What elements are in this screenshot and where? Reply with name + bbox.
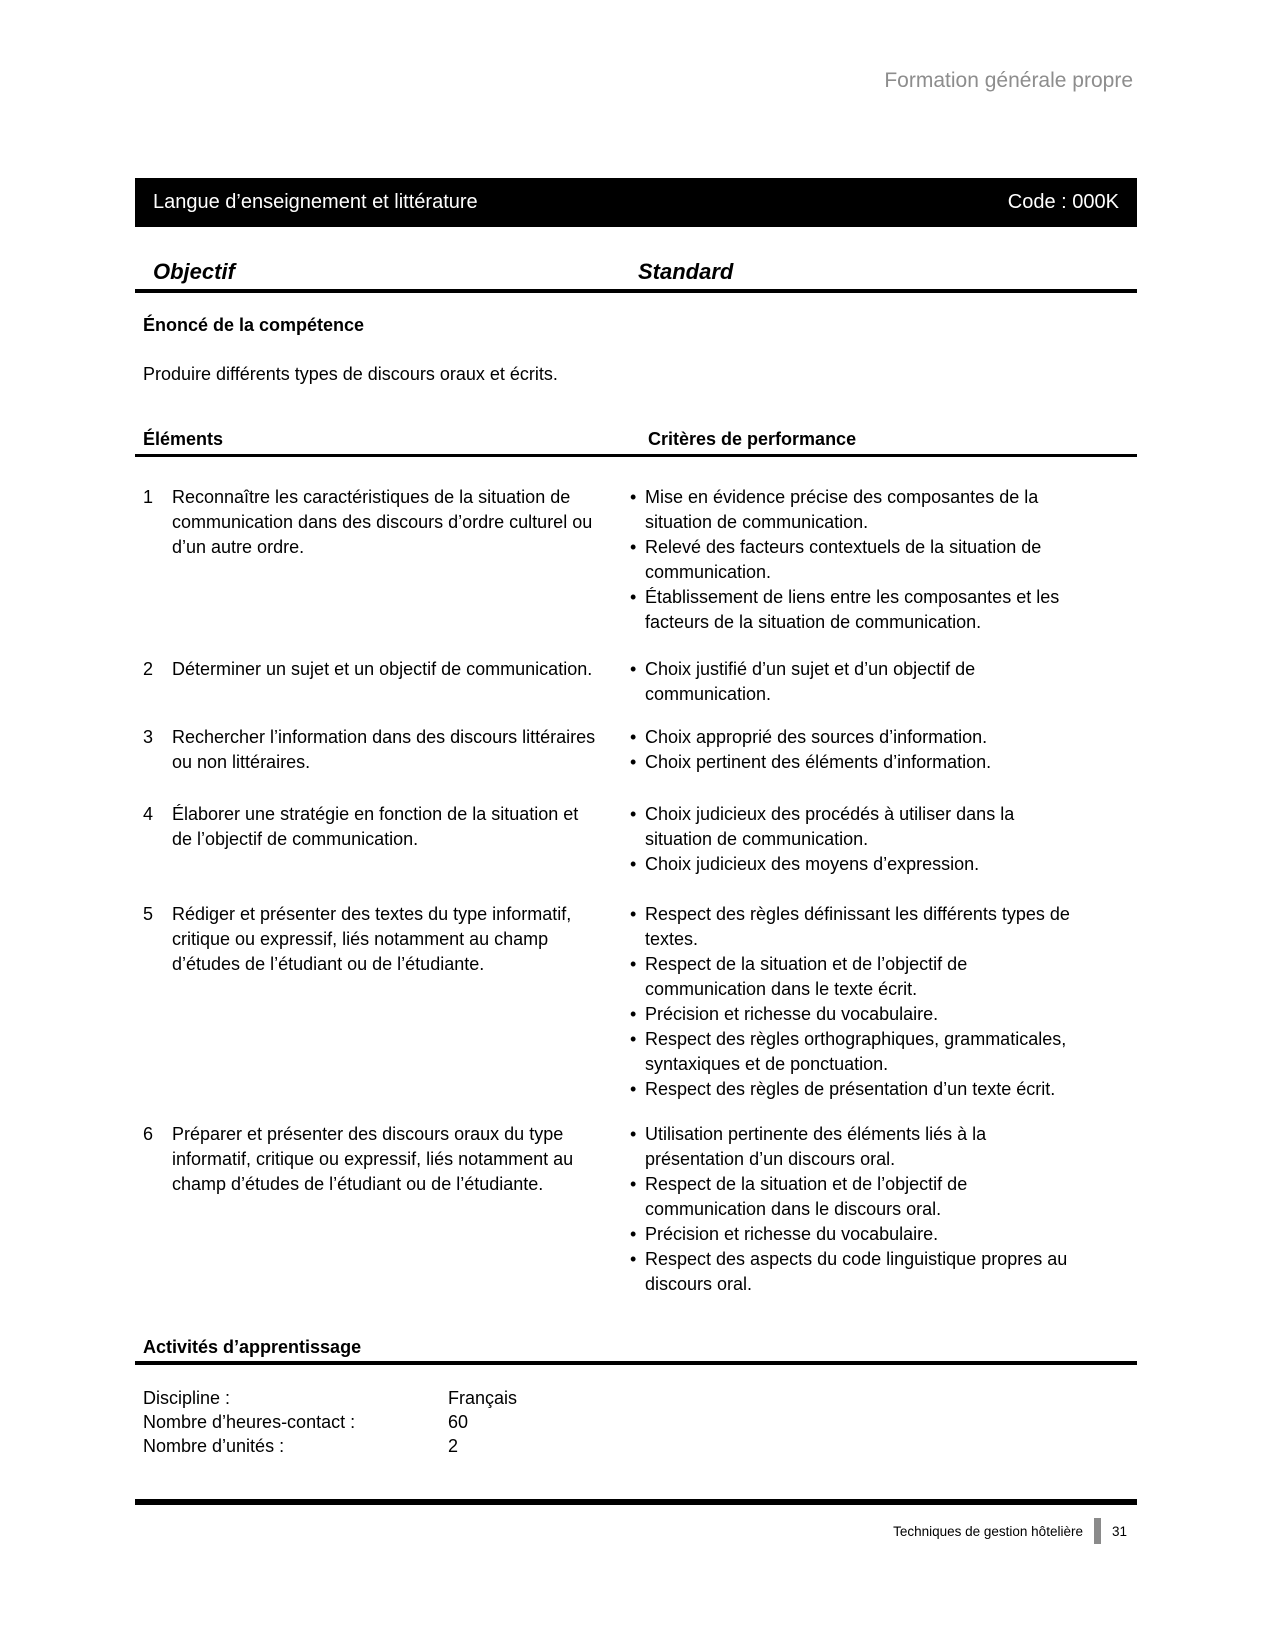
element-cell [135, 1122, 630, 1197]
criterion-item: • Relevé des facteurs contextuels de la situation de communication. [630, 535, 1077, 585]
criteria-cell [630, 657, 1080, 707]
criterion-item: • Respect des règles de présentation d’un texte écrit. [630, 1077, 1077, 1102]
criteria-list [630, 902, 1080, 1102]
activities-rule [135, 1361, 1137, 1365]
criterion-item: • Respect des règles orthographiques, grammaticales, syntaxiques et de ponctuation. [630, 1027, 1077, 1077]
table-row [135, 902, 1137, 1102]
table-row [135, 725, 1137, 775]
criterion-item: • Choix approprié des sources d’information. [630, 725, 1077, 750]
course-title-bar [135, 178, 1137, 227]
criterion-item: • Utilisation pertinente des éléments liés à la présentation d’un discours oral. [630, 1122, 1077, 1172]
element-text: Préparer et présenter des discours oraux du type informatif, critique ou expressif, liés notamment au champ d’études de l’étudiant ou de l’étudiante. [172, 1124, 574, 1194]
element-cell [135, 657, 630, 682]
element-number: 3 [143, 727, 154, 747]
activity-value: Français [448, 1388, 518, 1408]
element-text: Rechercher l’information dans des discours littéraires ou non littéraires. [172, 727, 596, 772]
criteria-list [630, 1122, 1080, 1297]
criteria-cell [630, 485, 1080, 635]
standard-heading: Standard [638, 259, 734, 284]
criteria-list [630, 657, 1080, 707]
table-row [135, 485, 1137, 635]
element-cell [135, 485, 630, 560]
criteria-list [630, 725, 1080, 775]
criterion-item: • Précision et richesse du vocabulaire. [630, 1002, 1077, 1027]
element-text: Élaborer une stratégie en fonction de la situation et de l’objectif de communication. [172, 804, 579, 849]
criterion-item: • Choix pertinent des éléments d’information. [630, 750, 1077, 775]
activity-label: Discipline : [143, 1388, 231, 1408]
criterion-item: • Mise en évidence précise des composantes de la situation de communication. [630, 485, 1077, 535]
criterion-item: • Précision et richesse du vocabulaire. [630, 1222, 1077, 1247]
element-cell [135, 725, 630, 775]
footer-program-name: Techniques de gestion hôtelière [893, 1523, 1083, 1539]
objectif-standard-banner [135, 258, 1137, 285]
element-number: 6 [143, 1124, 154, 1144]
criterion-item: • Établissement de liens entre les composantes et les facteurs de la situation de communication. [630, 585, 1077, 635]
criteria-list [630, 485, 1080, 635]
activities-table [135, 1386, 1137, 1458]
course-title: Langue d’enseignement et littérature [153, 191, 478, 213]
elements-table [135, 485, 1137, 1297]
criterion-item: • Respect de la situation et de l’objectif de communication dans le texte écrit. [630, 952, 1077, 1002]
activity-label: Nombre d’heures-contact : [143, 1412, 356, 1432]
activity-row [143, 1386, 1137, 1410]
criterion-item: • Choix judicieux des procédés à utiliser dans la situation de communication. [630, 802, 1077, 852]
table-row [135, 1122, 1137, 1297]
element-number: 5 [143, 904, 154, 924]
activity-row [143, 1434, 1137, 1458]
footer-rule [135, 1499, 1137, 1505]
element-text: Rédiger et présenter des textes du type informatif, critique ou expressif, liés notamment au champ d’études de l’étudiant ou de l’étudiante. [172, 904, 572, 974]
table-row [135, 802, 1137, 877]
table-column-headers [135, 427, 1137, 452]
criteria-cell [630, 902, 1080, 1102]
banner-rule [135, 289, 1137, 293]
activity-row [143, 1410, 1137, 1434]
element-number: 4 [143, 804, 154, 824]
footer-separator-bar [1094, 1518, 1101, 1544]
table-header-rule [135, 454, 1137, 457]
header-note: Formation générale propre [884, 69, 1133, 92]
competence-heading: Énoncé de la compétence [143, 315, 365, 335]
criterion-item: • Respect des aspects du code linguistique propres au discours oral. [630, 1247, 1077, 1297]
activity-value: 60 [448, 1412, 469, 1432]
criterion-item: • Respect des règles définissant les différents types de textes. [630, 902, 1077, 952]
competence-statement: Produire différents types de discours oraux et écrits. [143, 364, 558, 384]
page-footer [135, 1518, 1137, 1544]
element-text: Reconnaître les caractéristiques de la situation de communication dans des discours d’ordre culturel ou d’un autre ordre. [172, 487, 593, 557]
activity-label: Nombre d’unités : [143, 1436, 285, 1456]
element-text: Déterminer un sujet et un objectif de communication. [172, 659, 593, 679]
elements-header: Éléments [143, 429, 224, 449]
activities-heading: Activités d’apprentissage [143, 1337, 362, 1357]
element-cell [135, 902, 630, 977]
element-number: 1 [143, 487, 154, 507]
page-content [135, 0, 1137, 1544]
criteria-cell [630, 802, 1080, 877]
element-cell [135, 802, 630, 852]
criterion-item: • Choix judicieux des moyens d’expression. [630, 852, 1077, 877]
objectif-heading: Objectif [153, 259, 235, 284]
criterion-item: • Respect de la situation et de l’objectif de communication dans le discours oral. [630, 1172, 1077, 1222]
table-row [135, 657, 1137, 707]
criteria-cell [630, 1122, 1080, 1297]
activity-value: 2 [448, 1436, 459, 1456]
criteria-cell [630, 725, 1080, 775]
criterion-item: • Choix justifié d’un sujet et d’un objectif de communication. [630, 657, 1077, 707]
footer-page-number: 31 [1111, 1523, 1127, 1539]
criteres-header: Critères de performance [648, 429, 857, 449]
course-code: Code : 000K [1007, 191, 1119, 213]
criteria-list [630, 802, 1080, 877]
element-number: 2 [143, 659, 154, 679]
